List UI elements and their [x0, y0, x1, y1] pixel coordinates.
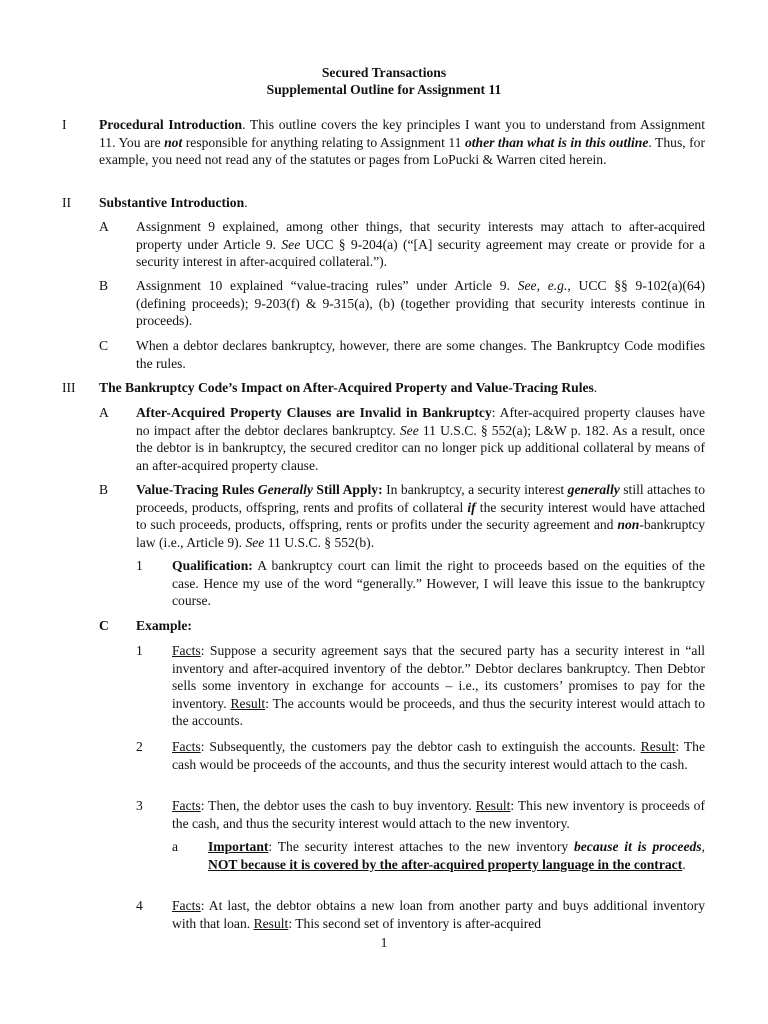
section-heading: Procedural Introduction	[99, 117, 243, 132]
item-paragraph: Important: The security interest attaches to the new inventory because it is proceeds, NOT because it is covered by the after-acquired property language in the contract.	[208, 839, 705, 872]
item-letter: A	[99, 405, 109, 420]
item-letter: B	[99, 278, 109, 293]
document-title: Secured Transactions	[321, 65, 447, 80]
item-paragraph: Assignment 10 explained “value-tracing rules” under Article 9. See, e.g., UCC §§ 9-102(a)(64) (defining proceeds); 9-203(f) & 9-315(a), (b) (together providing that security interests continue in proceeds).	[136, 278, 705, 328]
item-paragraph: Facts: At last, the debtor obtains a new loan from another party and buys additional inventory with that loan. Result: This second set of inventory is after-acquired	[172, 898, 705, 931]
page-number: 1	[380, 935, 388, 950]
item-letter: A	[99, 219, 109, 234]
section-number: I	[62, 117, 67, 132]
item-paragraph: Qualification: A bankruptcy court can limit the right to proceeds based on the equities of the case. Hence my use of the word “generally.” However, I will leave this issue to the bankruptcy course.	[172, 558, 705, 608]
section-number: III	[62, 380, 76, 395]
item-paragraph: Assignment 9 explained, among other things, that security interests may attach to after-acquired property under Article 9. See UCC § 9-204(a) (“[A] security agreement may create or provide for a security interest in after-acquired collateral.”).	[136, 219, 705, 269]
item-heading-line: Example:	[136, 618, 192, 633]
item-letter-small: a	[172, 839, 179, 854]
section-heading-line: Substantive Introduction.	[99, 195, 248, 210]
section-heading: The Bankruptcy Code’s Impact on After-Acquired Property and Value-Tracing Rules	[99, 380, 594, 395]
section-heading-line: The Bankruptcy Code’s Impact on After-Acquired Property and Value-Tracing Rules.	[99, 380, 598, 395]
item-number: 4	[136, 898, 143, 913]
item-paragraph: Facts: Then, the debtor uses the cash to buy inventory. Result: This new inventory is proceeds of the cash, and thus the security interest would attach to the new inventory.	[172, 798, 705, 831]
item-paragraph: Facts: Suppose a security agreement says that the secured party has a security interest in “all inventory and after-acquired inventory of the debtor.” Debtor declares bankruptcy. Then Debtor sells some inventory in exchange for accounts – i.e., its customers’ promises to pay for the inventory. Result: The accounts would be proceeds, and thus the security interest would attach to the accounts.	[172, 643, 705, 728]
item-paragraph: Facts: Subsequently, the customers pay the debtor cash to extinguish the accounts. Result: The cash would be proceeds of the accounts, and thus the security interest would attach to the cash.	[172, 739, 705, 772]
item-letter: C	[99, 618, 109, 633]
document-subtitle: Supplemental Outline for Assignment 11	[266, 82, 502, 97]
section-paragraph: Procedural Introduction. This outline covers the key principles I want you to understand from Assignment 11. You are not responsible for anything relating to Assignment 11 other than what is in this outline. Thus, for example, you need not read any of the statutes or pages from LoPucki & Warren cited herein.	[99, 117, 705, 167]
section-heading: Substantive Introduction	[99, 195, 245, 210]
item-paragraph: After-Acquired Property Clauses are Invalid in Bankruptcy: After-acquired property clauses have no impact after the debtor declares bankruptcy. See 11 U.S.C. § 552(a); L&W p. 182. As a result, once the debtor is in bankruptcy, the secured creditor can no longer pick up additional collateral by means of an after-acquired property clause.	[136, 405, 705, 473]
item-number: 3	[136, 798, 143, 813]
item-letter: B	[99, 482, 109, 497]
item-number: 1	[136, 558, 143, 573]
item-paragraph: When a debtor declares bankruptcy, however, there are some changes. The Bankruptcy Code modifies the rules.	[136, 338, 705, 371]
item-number: 1	[136, 643, 143, 658]
item-paragraph: Value-Tracing Rules Generally Still Apply: In bankruptcy, a security interest generally still attaches to proceeds, products, offspring, rents and profits of collateral if the security interest would have attached to such proceeds, products, offspring, rents or profits under the security agreement and non-bankruptcy law (i.e., Article 9). See 11 U.S.C. § 552(b).	[136, 482, 706, 550]
item-number: 2	[136, 739, 143, 754]
item-letter: C	[99, 338, 109, 353]
section-number: II	[62, 195, 72, 210]
